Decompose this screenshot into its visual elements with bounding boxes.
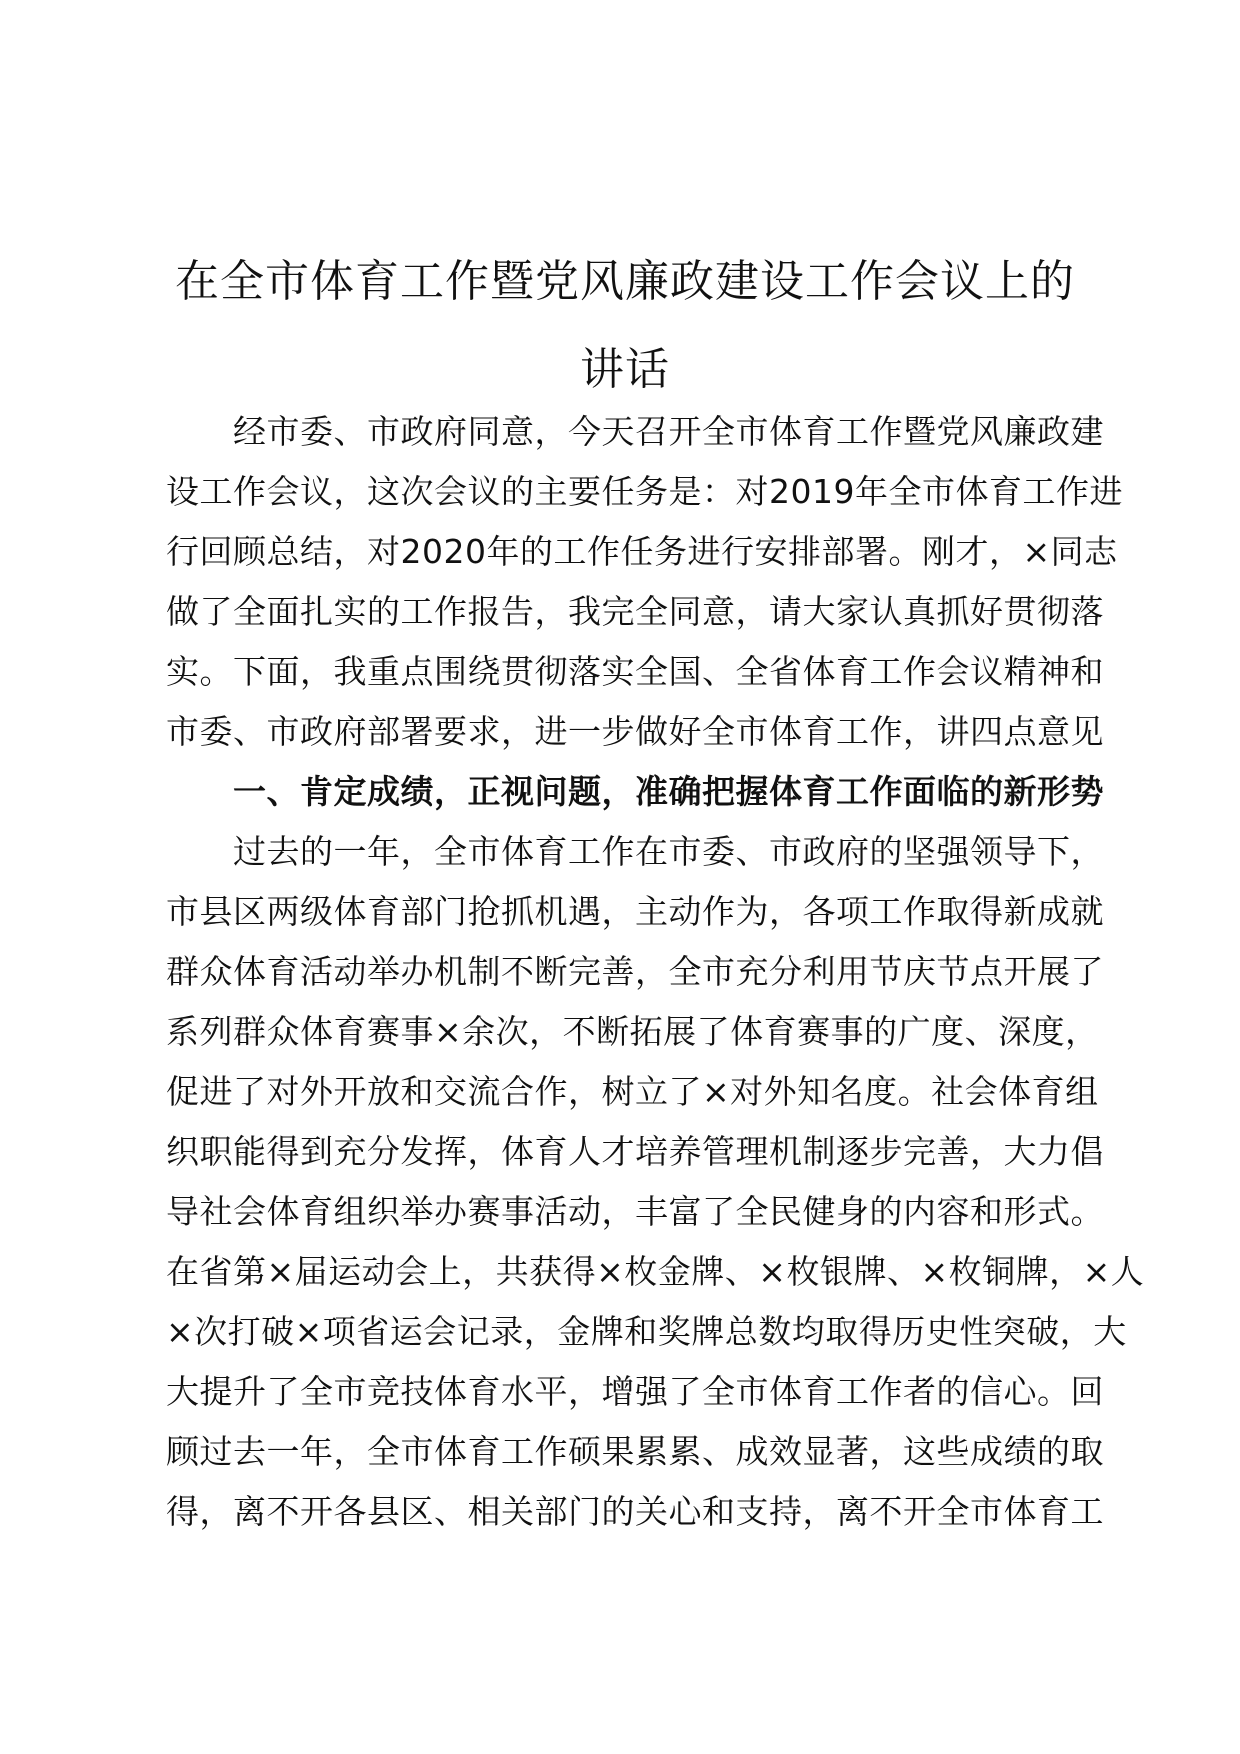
- document-title: [150, 238, 1100, 414]
- text-line: ×次打破×项省运会记录，金牌和奖牌总数均取得历史性突破，大: [166, 1312, 1127, 1351]
- text-line: 做了全面扎实的工作报告，我完全同意，请大家认真抓好贯彻落: [166, 592, 1104, 631]
- text-line: 织职能得到充分发挥，体育人才培养管理机制逐步完善，大力倡: [166, 1132, 1104, 1171]
- section-heading: [166, 762, 1106, 822]
- text-line: 经市委、市政府同意，今天召开全市体育工作暨党风廉政建: [233, 412, 1104, 451]
- text-line: 市县区两级体育部门抢抓机遇，主动作为，各项工作取得新成就: [166, 892, 1104, 931]
- text-line: 大提升了全市竞技体育水平，增强了全市体育工作者的信心。回: [166, 1372, 1104, 1411]
- text-line: 得，离不开各县区、相关部门的关心和支持，离不开全市体育工: [166, 1492, 1104, 1531]
- paragraph: [166, 402, 1123, 762]
- text-line: 在省第×届运动会上，共获得×枚金牌、×枚银牌、×枚铜牌，×人: [166, 1252, 1145, 1291]
- text-line: 促进了对外开放和交流合作，树立了×对外知名度。社会体育组: [166, 1072, 1099, 1111]
- text-line: 过去的一年，全市体育工作在市委、市政府的坚强领导下，: [233, 832, 1104, 871]
- text-line: 行回顾总结，对2020年的工作任务进行安排部署。刚才，×同志: [166, 532, 1118, 571]
- text-line: 设工作会议，这次会议的主要任务是：对2019年全市体育工作进: [166, 472, 1123, 511]
- text-line: 市委、市政府部署要求，进一步做好全市体育工作，讲四点意见: [166, 712, 1104, 751]
- paragraph: [166, 822, 1145, 1542]
- heading-line: 一、肯定成绩，正视问题，准确把握体育工作面临的新形势: [233, 772, 1104, 811]
- text-line: 顾过去一年，全市体育工作硕果累累、成效显著，这些成绩的取: [166, 1432, 1104, 1471]
- text-line: 系列群众体育赛事×余次，不断拓展了体育赛事的广度、深度，: [166, 1012, 1099, 1051]
- title-line: 在全市体育工作暨党风廉政建设工作会议上的: [175, 256, 1075, 307]
- text-line: 群众体育活动举办机制不断完善，全市充分利用节庆节点开展了: [166, 952, 1104, 991]
- text-line: 导社会体育组织举办赛事活动，丰富了全民健身的内容和形式。: [166, 1192, 1104, 1231]
- text-line: 实。下面，我重点围绕贯彻落实全国、全省体育工作会议精神和: [166, 652, 1104, 691]
- document-body: [166, 402, 1145, 1542]
- title-line: 讲话: [580, 344, 670, 395]
